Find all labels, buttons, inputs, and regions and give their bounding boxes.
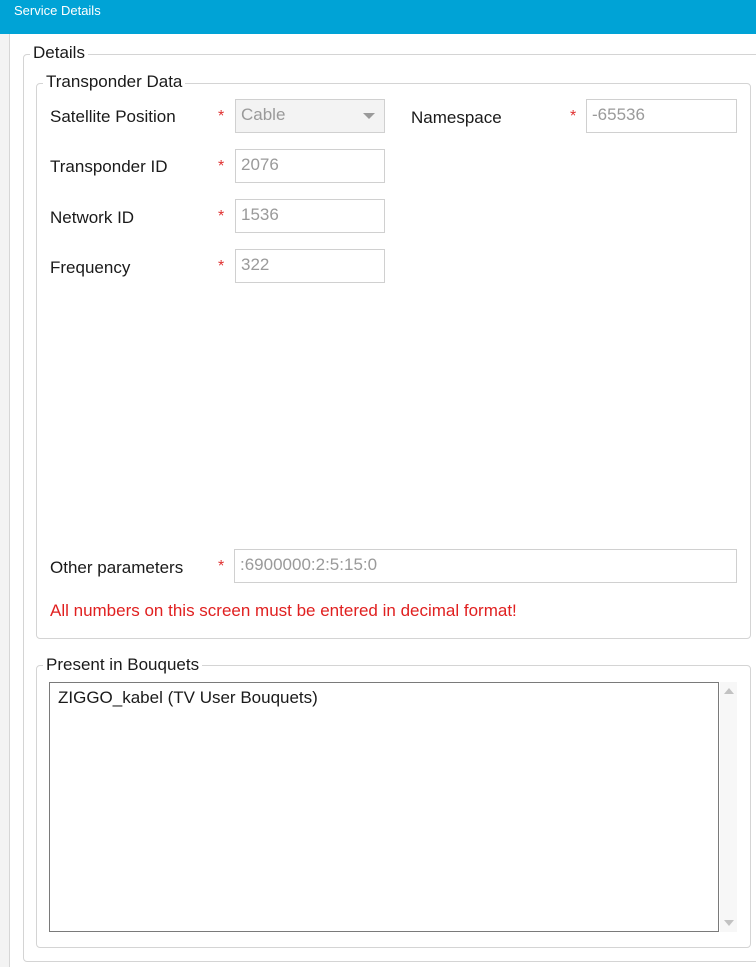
decimal-format-warning: All numbers on this screen must be entered in decimal format! (50, 601, 517, 620)
frequency-value: 322 (241, 255, 270, 274)
transponder-id-input[interactable] (235, 149, 385, 183)
network-id-value: 1536 (241, 205, 279, 224)
transponder-id-value: 2076 (241, 155, 279, 174)
scroll-up-icon[interactable] (724, 688, 734, 694)
namespace-required: * (570, 108, 577, 125)
network-id-label: Network ID (50, 208, 135, 227)
namespace-input[interactable] (586, 99, 737, 133)
namespace-value: -65536 (592, 105, 645, 124)
frequency-label: Frequency (50, 258, 131, 277)
left-edge (0, 34, 10, 967)
other-parameters-label: Other parameters (50, 558, 184, 577)
namespace-label: Namespace (411, 108, 502, 127)
window-title: Service Details (14, 3, 101, 18)
network-id-required: * (218, 208, 225, 225)
other-parameters-input[interactable] (234, 549, 737, 583)
frequency-required: * (218, 258, 225, 275)
scroll-down-icon[interactable] (724, 920, 734, 926)
bouquets-legend: Present in Bouquets (43, 655, 202, 675)
bouquets-list[interactable] (49, 682, 719, 932)
satellite-position-select[interactable] (235, 99, 385, 133)
details-legend: Details (30, 43, 88, 63)
chevron-down-icon (363, 113, 375, 119)
bouquets-scrollbar[interactable] (720, 682, 737, 932)
transponder-id-label: Transponder ID (50, 157, 168, 176)
title-bar (0, 0, 756, 34)
other-parameters-value: :6900000:2:5:15:0 (240, 555, 378, 574)
transponder-id-required: * (218, 158, 225, 175)
other-parameters-required: * (218, 558, 225, 575)
frequency-input[interactable] (235, 249, 385, 283)
network-id-input[interactable] (235, 199, 385, 233)
satellite-position-required: * (218, 108, 225, 125)
satellite-position-value: Cable (241, 105, 286, 124)
list-item[interactable]: ZIGGO_kabel (TV User Bouquets) (58, 688, 318, 707)
transponder-legend: Transponder Data (43, 72, 185, 92)
satellite-position-label: Satellite Position (50, 107, 176, 126)
